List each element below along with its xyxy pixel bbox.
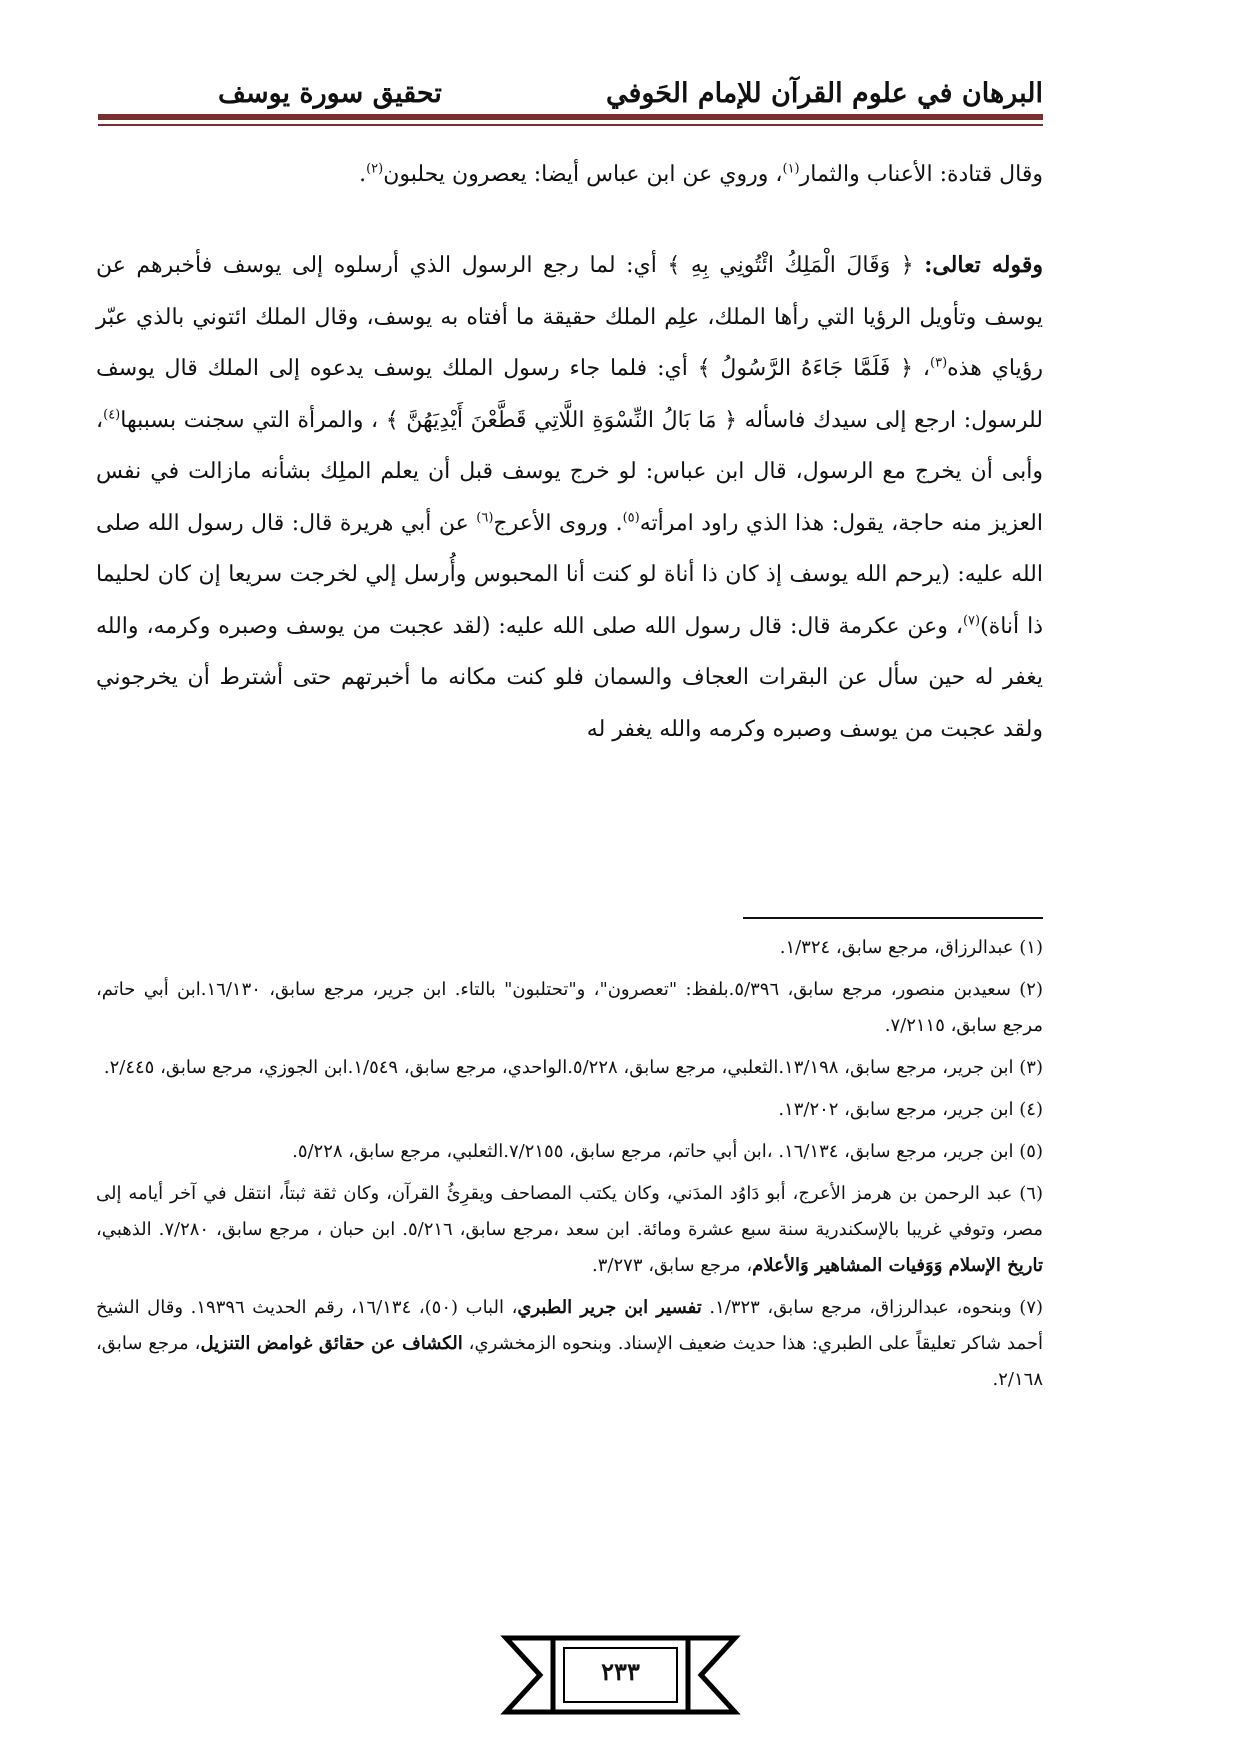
footnote-6 [96, 1176, 1043, 1284]
p2-text-7: ، وعن عكرمة قال: قال رسول الله صلى الله عليه: (لقد عجبت من يوسف وصبره وكرمه، والله يغفر له حين سأل عن البقرات العجاف والسمان فلو كنت مكانه ما أخبرتهم حتى أشترط أن يخرجوني ولقد عجبت من يوسف وصبره وكرمه والله يغفر له [96, 613, 1043, 742]
verse-lead: وقوله تعالى: [924, 252, 1044, 278]
header-rule-thick [98, 114, 1043, 120]
p1-end: . [359, 162, 367, 187]
p2-text-4: ، وأبى أن يخرج مع الرسول، قال ابن عباس: لو خرج يوسف قبل أن يعلم الملِك بشأنه مازالت في نفس العزيز منه حاجة، يقول: هذا الذي راود امرأته [96, 407, 1043, 536]
footnote-1: (١) عبدالرزاق، مرجع سابق، ١/٣٢٤. [779, 937, 1043, 958]
footnote-3: (٣) ابن جرير، مرجع سابق، ١٣/١٩٨.الثعلبي، مرجع سابق، ٥/٢٢٨.الواحدي، مرجع سابق، ١/٥٤٩.ابن الجوزي، مرجع سابق، ٢/٤٤٥. [103, 1057, 1043, 1078]
book-title: البرهان في علوم القرآن للإمام الحَوفي [605, 78, 1043, 109]
paragraph-2 [96, 240, 1043, 755]
running-header [98, 78, 1043, 114]
footnote-ref-7[interactable]: (٧) [962, 613, 981, 629]
footnote-7-book-title-2: الكشاف عن حقائق غوامض التنزيل [200, 1333, 463, 1354]
footnote-ref-6[interactable]: (٦) [476, 510, 494, 526]
quran-quote-3: ﴿ مَا بَالُ النِّسْوَةِ اللَّاتِي قَطَّعْنَ أَيْدِيَهُنَّ ﴾ [378, 407, 745, 433]
chapter-title: تحقيق سورة يوسف [218, 78, 442, 109]
footnote-ref-2[interactable]: (٢) [366, 161, 384, 177]
footnote-7-book-title-1: تفسير ابن جرير الطبري [517, 1297, 702, 1318]
p2-text-1: أي: لما رجع الرسول الذي أرسلوه إلى يوسف فأخبرهم عن يوسف وتأويل الرؤيا التي رأها الملك، علِم الملك حقيقة ما أفتاه به يوسف، وقال الملك ائتوني بالذي عبّر رؤياي هذه [96, 253, 1043, 381]
header-rule-thin [98, 124, 1043, 126]
p1-text: وقال قتادة: الأعناب والثمار [799, 162, 1043, 187]
quran-quote-2: ، ﴿ فَلَمَّا جَاءَهُ الرَّسُولُ ﴾ [687, 356, 931, 381]
footnote-4: (٤) ابن جرير، مرجع سابق، ١٣/٢٠٢. [778, 1099, 1043, 1120]
footnote-7-text: (٧) وبنحوه، عبدالرزاق، مرجع سابق، ١/٣٢٣. [701, 1297, 1044, 1318]
footnote-7-text-2: ، الباب (٥٠)، ١٦/١٣٤، رقم الحديث ١٩٣٩٦. وقال الشيخ أحمد شاكر تعليقاً على الطبري: هذا حديث ضعيف الإسناد. وبنحوه الزمخشري، [96, 1297, 1043, 1354]
footnote-6-book-title: تاريخ الإسلام وَوَفيات المشاهير وَالأعلام [752, 1255, 1043, 1276]
p1-text-2: ، وروي عن ابن عباس أيضا: يعصرون يحلبون [383, 162, 783, 187]
main-text [96, 150, 1043, 755]
footnote-ref-5[interactable]: (٥) [622, 510, 640, 526]
paragraph-1 [96, 150, 1043, 200]
page-number: ٢٣٣ [601, 1657, 640, 1686]
footnotes [96, 930, 1043, 1404]
page-number-ornament [498, 1630, 743, 1720]
footnote-ref-3[interactable]: (٣) [930, 355, 948, 371]
p2-text-5: . وروى الأعرج [493, 510, 623, 536]
footnote-6-ref: ، مرجع سابق، ٣/٢٧٣. [592, 1255, 753, 1276]
footnote-6-text: (٦) عبد الرحمن بن هرمز الأعرج، أبو دَاوُد المدَني، وكان يكتب المصاحف ويقرِئُ القرآن، وكان ثقة ثبتاً، انتقل في آخر أيامه إلى مصر، وتوفي غريبا بالإسكندرية سنة سبع عشرة ومائة. ابن سعد ،مرجع سابق، ٥/٢١٦. ابن حبان ، مرجع سابق، ٧/٢٨٠. الذهبي، [96, 1183, 1044, 1240]
footnote-5: (٥) ابن جرير، مرجع سابق، ١٦/١٣٤. ،ابن أبي حاتم، مرجع سابق، ٧/٢١٥٥.الثعلبي، مرجع سابق، ٥/٢٢٨. [292, 1141, 1043, 1162]
quran-quote-1: ﴿ وَقَالَ الْمَلِكُ ائْتُونِي بِهِ ﴾ [656, 253, 925, 278]
footnote-separator [743, 917, 1043, 919]
footnote-ref-1[interactable]: (١) [782, 161, 800, 177]
p2-text-6: عن أبي هريرة قال: قال رسول الله صلى الله عليه: (يرحم الله يوسف إذ كان ذا أناة لو كنت أنا المحبوس وأُرسل إلي لخرجت سريعا إن كان لحليما ذا أناة) [96, 510, 1044, 639]
p2-text-2: أي: فلما جاء رسول الملك يوسف يدعوه إلى الملك قال يوسف للرسول: ارجع إلى سيدك فاسأله [96, 356, 1044, 433]
footnote-ref-4[interactable]: (٤) [103, 407, 121, 423]
p2-text-3: ، والمرأة التي سجنت بسببها [120, 407, 379, 433]
footnote-7 [96, 1290, 1043, 1398]
footnote-7-ref: ، مرجع سابق، ٢/١٦٨. [96, 1333, 1043, 1390]
footnote-2: (٢) سعيدبن منصور، مرجع سابق، ٥/٣٩٦.بلفظ: "تعصرون"، و"تحتلبون" بالتاء. ابن جرير، مرجع سابق، ١٦/١٣٠.ابن أبي حاتم، مرجع سابق، ٧/٢١١٥. [96, 979, 1043, 1036]
